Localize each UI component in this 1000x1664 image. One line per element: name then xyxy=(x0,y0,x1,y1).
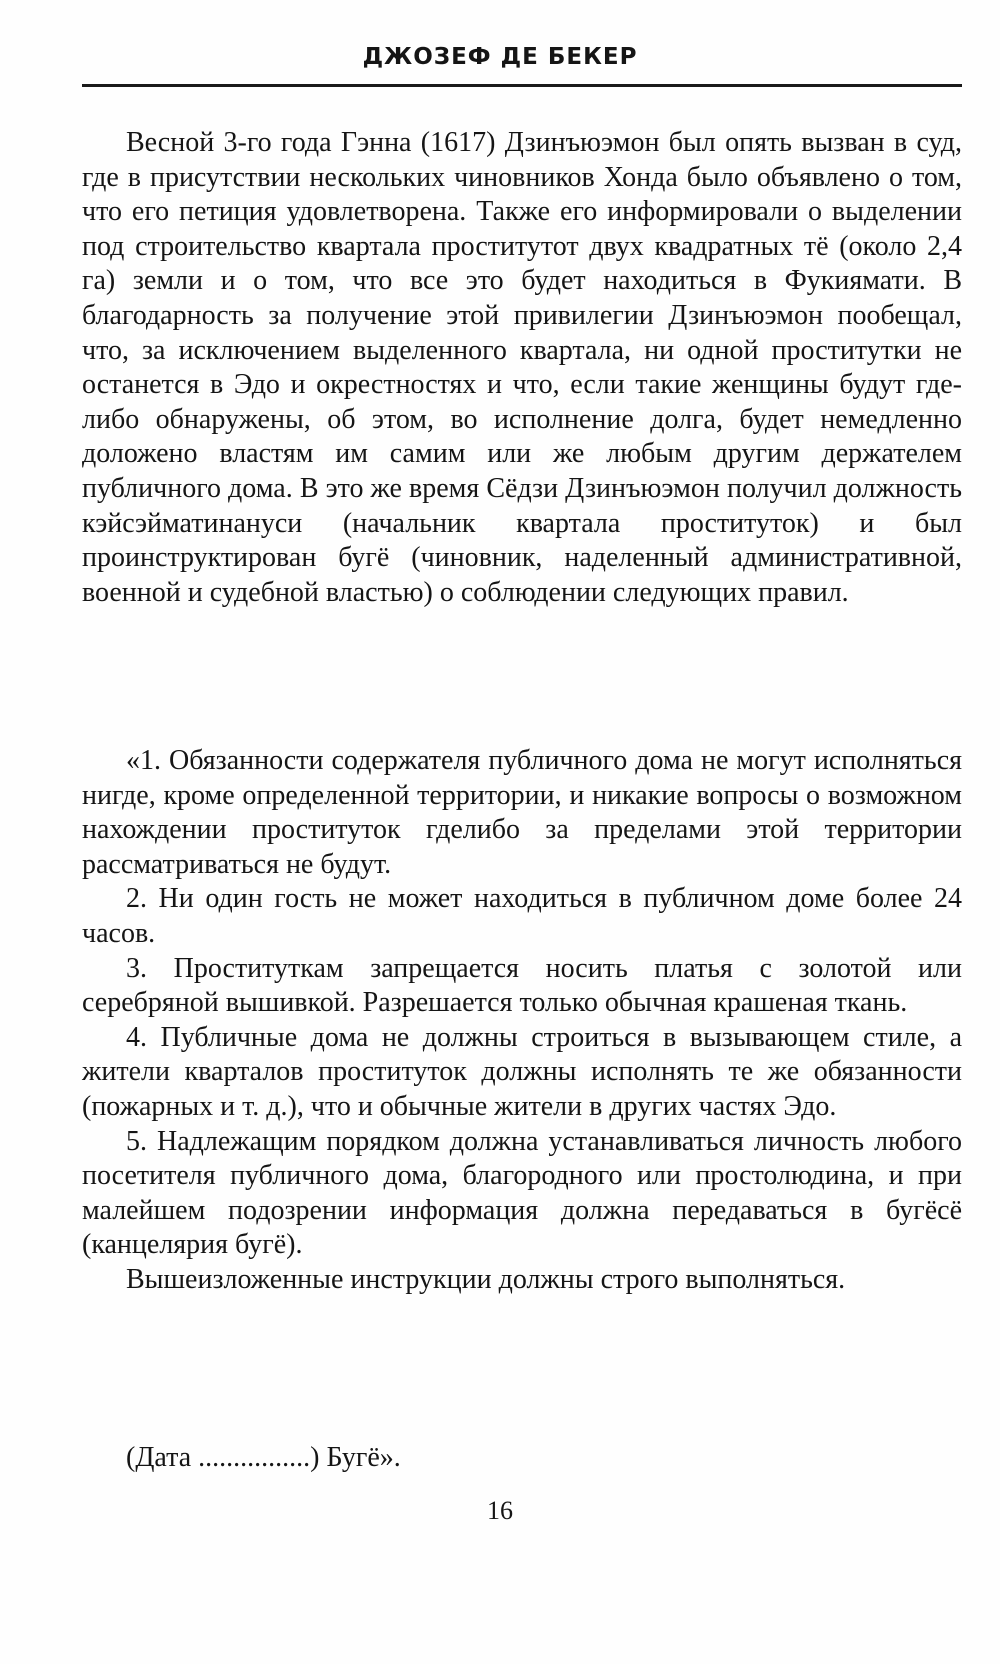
rules-closing: Вышеизложенные инструкции должны строго выполняться. xyxy=(126,1263,846,1295)
intro-paragraph: Весной 3-го года Гэнна (1617) Дзинъюэмон был опять вызван в суд, где в присутствии нескольких чиновников Хонда было объявлено о том, что его петиция удовлетворена. Также его информировали о выделении под строительство квартала проститутот двух квадратных тё (около 2,4 га) земли и о том, что все это будет находиться в Фукиямати. В благодарность за получение этой привилегии Дзинъюэмон пообещал, что, за исключением выделенного квартала, ни одной проститутки не останется в Эдо и окрестностях и что, если такие женщины будут где-либо обнаружены, об этом, во исполнение долга, будет немедленно доложено властям им самим или же любым другим держателем публичного дома. В это же время Сёдзи Дзинъюэмон получил должность кэйсэйматинануси (начальник квартала проституток) и был проинструктирован бугё (чиновник, наделенный административной, военной и судебной властью) о соблюдении следующих правил. xyxy=(82,127,962,608)
page-number: 16 xyxy=(487,1496,513,1525)
rule-item-2: 2. Ни один гость не может находиться в публичном доме более 24 часов. xyxy=(82,883,962,949)
rule-item-4: 4. Публичные дома не должны строиться в вызывающем стиле, а жители кварталов проституток должны исполнять те же обязанности (пожарных и т. д.), что и обычные жители в других частях Эдо. xyxy=(82,1021,962,1122)
running-head: ДЖОЗЕФ ДЕ БЕКЕР xyxy=(362,44,638,70)
date-line: (Дата ................) Бугё». xyxy=(126,1442,401,1473)
header-rule xyxy=(82,84,962,87)
rule-item-1: «1. Обязанности содержателя публичного дома не могут исполняться нигде, кроме определенной территории, и никакие вопросы о возможном нахождении проституток гделибо за пределами этой территории рассматриваться не будут. xyxy=(82,745,962,880)
rule-item-5: 5. Надлежащим порядком должна устанавливаться личность любого посетителя публичного дома, благородного или простолюдина, и при малейшем подозрении информация должна передаваться в бугёсё (канцелярия бугё). xyxy=(82,1125,962,1261)
rules-list xyxy=(82,744,962,1298)
rule-item-3: 3. Проституткам запрещается носить платья с золотой или серебряной вышивкой. Разрешается только обычная крашеная ткань. xyxy=(82,952,962,1019)
intro-text xyxy=(82,126,962,610)
